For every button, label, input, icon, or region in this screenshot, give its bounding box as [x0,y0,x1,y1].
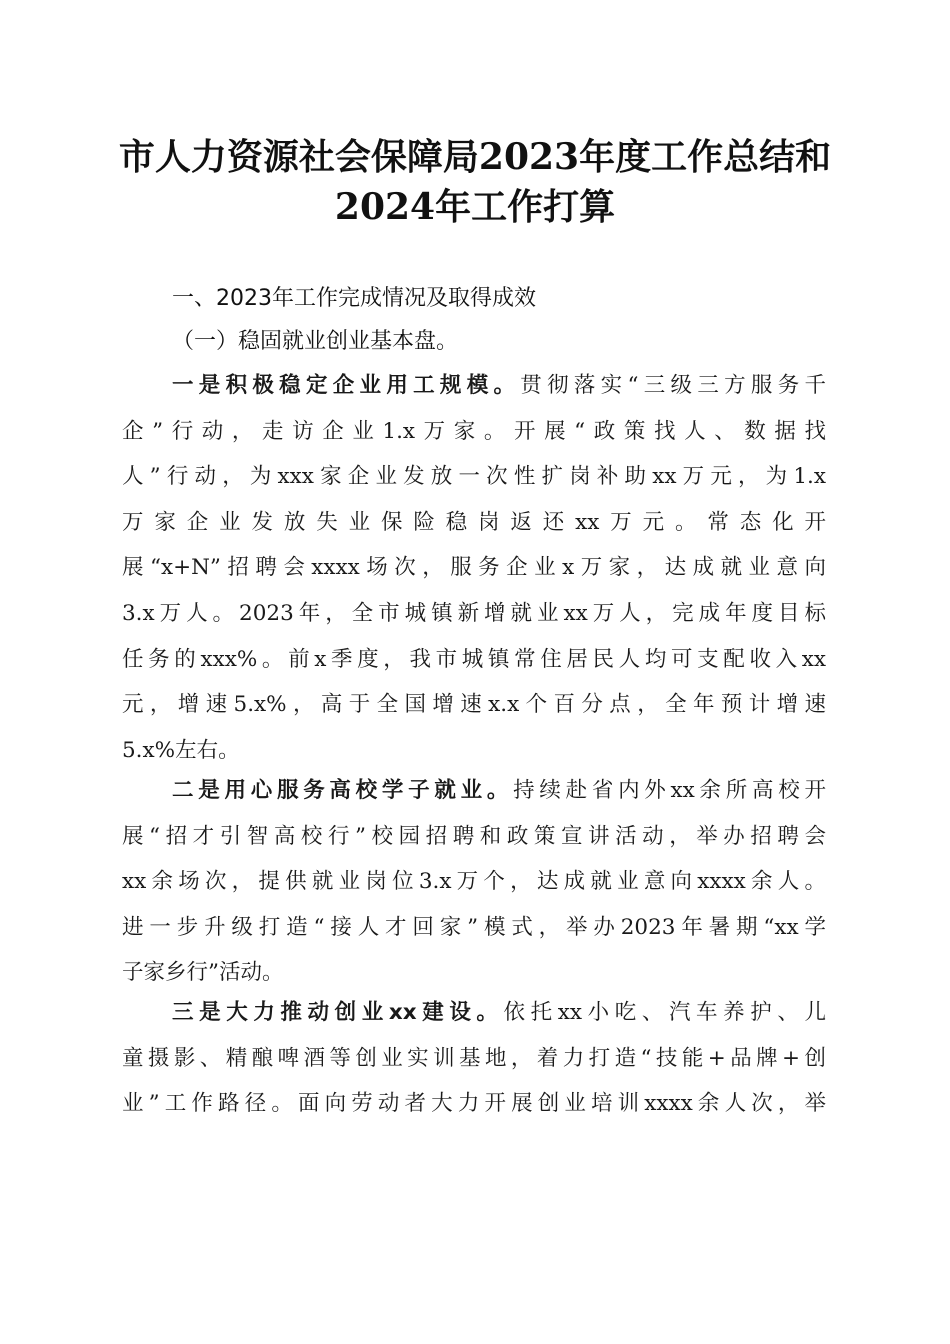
paragraph-line: 企”行动，走访企业1.x万家。开展“政策找人、数据找 [122,418,826,444]
paragraph-lead: 三是大力推动创业xx建设。 [172,1000,504,1025]
paragraph-graduate-employment [122,768,826,996]
paragraph-lead: 二是用心服务高校学子就业。 [172,778,514,803]
paragraph-line: 三是大力推动创业xx建设。依托xx小吃、汽车养护、儿 [172,1000,826,1025]
paragraph-line: 童摄影、精酿啤酒等创业实训基地，着力打造“技能+品牌+创 [122,1045,826,1071]
paragraph-line: xx余场次，提供就业岗位3.x万个，达成就业意向xxxx余人。 [122,869,826,895]
paragraph-line: 子家乡行”活动。 [122,960,284,986]
paragraph-line: 5.x%左右。 [122,737,240,763]
section-heading: 一、2023年工作完成情况及取得成效 [172,286,536,311]
paragraph-line: 展“招才引智高校行”校园招聘和政策宣讲活动，举办招聘会 [122,823,826,849]
subsection-heading: （一）稳固就业创业基本盘。 [172,329,459,354]
paragraph-line: 万家企业发放失业保险稳岗返还xx万元。常态化开 [122,509,826,535]
title-line-2: 2024年工作打算 [334,186,616,228]
paragraph-lead: 一是积极稳定企业用工规模。 [172,373,521,398]
paragraph-entrepreneurship [122,990,826,1127]
paragraph-line: 任务的xxx%。前x季度，我市城镇常住居民人均可支配收入xx [122,646,826,672]
paragraph-line: 展“x+N”招聘会xxxx场次，服务企业x万家，达成就业意向 [122,555,826,581]
paragraph-line: 进一步升级打造“接人才回家”模式，举办2023年暑期“xx学 [122,914,826,940]
title-line-1: 市人力资源社会保障局2023年度工作总结和 [118,136,832,178]
paragraph-line: 元，增速5.x%，高于全国增速x.x个百分点，全年预计增速 [122,692,826,718]
paragraph-employment-scale [122,363,826,773]
paragraph-line: 3.x万人。2023年，全市城镇新增就业xx万人，完成年度目标 [122,600,826,626]
paragraph-line: 一是积极稳定企业用工规模。贯彻落实“三级三方服务千 [172,373,826,398]
paragraph-line: 业”工作路径。面向劳动者大力开展创业培训xxxx余人次，举 [122,1091,826,1117]
paragraph-line: 二是用心服务高校学子就业。持续赴省内外xx余所高校开 [172,778,826,803]
document-title [110,132,840,232]
paragraph-line: 人”行动，为xxx家企业发放一次性扩岗补助xx万元，为1.x [122,464,826,490]
